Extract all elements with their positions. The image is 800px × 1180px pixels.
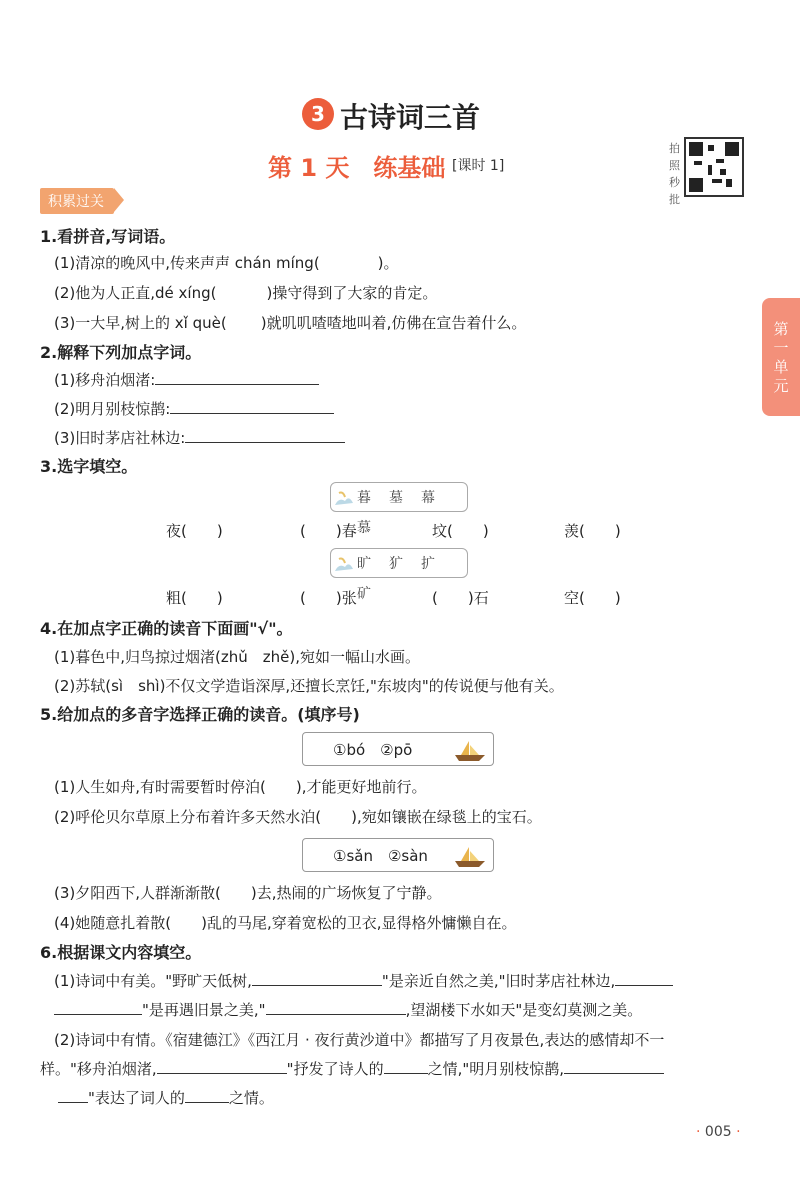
q1-item-2: [54, 282, 437, 303]
q3-row1-item-3[interactable]: 坟( ): [432, 522, 489, 540]
q1-item-1: [54, 252, 399, 273]
section-tag: 积累过关: [40, 188, 114, 214]
q1-answer-1[interactable]: [320, 254, 378, 268]
q5-item-1-post: ),才能更好地前行。: [295, 778, 427, 796]
q1-answer-3[interactable]: [227, 314, 261, 328]
q2-item-2-text: (2)明月别枝惊鹊:: [54, 400, 171, 418]
q6-blank-1[interactable]: [252, 971, 382, 986]
unit-tab[interactable]: [762, 298, 800, 416]
page-dot-right: ·: [736, 1124, 741, 1140]
q2-item-1: [54, 369, 319, 390]
q3-row1-item-4[interactable]: 羡( ): [564, 522, 621, 540]
q6-p2-l2a: 样。"移舟泊烟渚,: [40, 1060, 157, 1078]
q5-pinyin-box-1-text: ①bó ②pō: [333, 741, 413, 759]
q1-item-2-post: )操守得到了大家的肯定。: [266, 284, 438, 302]
q5-pinyin-box-2-text: ①sǎn ②sàn: [333, 847, 428, 865]
q5-item-4: [54, 912, 517, 933]
q2-answer-1[interactable]: [155, 370, 319, 385]
page-dot-left: ·: [696, 1124, 701, 1140]
q5-item-4-pre: (4)她随意扎着散(: [54, 914, 172, 932]
q2-title-text: 2.解释下列加点字词。: [40, 343, 202, 362]
q5-title-text: 5.给加点的多音字选择正确的读音。(填序号): [40, 705, 360, 724]
q2-item-3-text: (3)旧时茅店社林边:: [54, 429, 186, 447]
q6-p2-l2c: 之情,"明月别枝惊鹊,: [427, 1060, 565, 1078]
day-title: 第 1 天 练基础: [268, 154, 446, 182]
q5-item-2-pre: (2)呼伦贝尔草原上分布着许多天然水泊(: [54, 808, 322, 826]
cloud-moon-icon: [333, 489, 355, 509]
q4-item-2[interactable]: (2)苏轼(sì shì)不仅文学造诣深厚,还擅长烹饪,"东坡肉"的传说便与他有关。: [54, 677, 564, 695]
q6-blank-5[interactable]: [384, 1059, 428, 1074]
qr-code-icon[interactable]: [684, 137, 744, 197]
q5-answer-1[interactable]: [266, 778, 296, 792]
q6-p2-l3b: 之情。: [228, 1089, 274, 1107]
q6-p2-line1: (2)诗词中有情。《宿建德江》《西江月 · 夜行黄沙道中》都描写了月夜景色,表达的感情却不一: [54, 1031, 665, 1049]
q3-char-box-2: [330, 548, 468, 602]
q1-item-3: [54, 312, 526, 333]
q5-item-2: [54, 806, 542, 827]
q2-item-2: [54, 398, 334, 419]
q3-row2-item-2[interactable]: ( )张: [300, 589, 357, 607]
q6-blank-7[interactable]: [185, 1088, 229, 1103]
q3-row1-item-1[interactable]: 夜( ): [166, 522, 223, 540]
q6-p1-l1a: (1)诗词中有美。"野旷天低树,: [54, 972, 252, 990]
q5-item-1: [54, 776, 427, 797]
q6-p1-line1: [54, 970, 673, 991]
q6-p1-line2: [54, 999, 642, 1020]
q1-item-1-post: )。: [377, 254, 399, 272]
boat-icon: [453, 737, 487, 763]
q3-row2-item-3[interactable]: ( )石: [432, 589, 489, 607]
q3-row2-item-1[interactable]: 粗( ): [166, 589, 223, 607]
unit-tab-label: 第一单元: [773, 320, 789, 395]
lesson-number-badge: 3: [302, 98, 334, 130]
q6-blank-2a[interactable]: [615, 971, 673, 986]
q3-char-box-1: [330, 482, 468, 536]
q5-item-3-pre: (3)夕阳西下,人群渐渐散(: [54, 884, 221, 902]
q1-answer-2[interactable]: [216, 284, 266, 298]
q5-item-3-post: )去,热闹的广场恢复了宁静。: [250, 884, 442, 902]
lesson-title: 古诗词三首: [340, 101, 481, 134]
period-label: [课时 1]: [452, 158, 505, 174]
q6-p2-line2: [40, 1058, 664, 1079]
q4-title-text: 4.在加点字正确的读音下面画"√"。: [40, 619, 293, 638]
page-number: [696, 1124, 741, 1140]
q6-blank-3[interactable]: [266, 1000, 406, 1015]
q6-p1-l2b: ,望湖楼下水如天"是变幻莫测之美。: [405, 1001, 643, 1019]
q1-item-1-pre: (1)清凉的晚风中,传来声声 chán míng(: [54, 254, 320, 272]
q5-item-3: [54, 882, 442, 903]
page-number-text: 005: [704, 1124, 732, 1140]
q3-row1-item-2[interactable]: ( )春: [300, 522, 357, 540]
q6-p2-l2b: "抒发了诗人的: [286, 1060, 384, 1078]
q3-title-text: 3.选字填空。: [40, 457, 138, 476]
q6-title: [40, 940, 201, 963]
q5-answer-3[interactable]: [221, 884, 251, 898]
q4-item-1[interactable]: (1)暮色中,归鸟掠过烟渚(zhǔ zhě),宛如一幅山水画。: [54, 648, 420, 666]
boat-icon: [453, 843, 487, 869]
q2-answer-2[interactable]: [170, 399, 334, 414]
q1-title-text: 1.看拼音,写词语。: [40, 227, 176, 246]
q6-blank-6b[interactable]: [58, 1088, 88, 1103]
q3-title: [40, 454, 137, 477]
q2-item-1-text: (1)移舟泊烟渚:: [54, 371, 156, 389]
q6-p2-line3: [58, 1087, 274, 1108]
q1-item-2-pre: (2)他为人正直,dé xíng(: [54, 284, 217, 302]
q6-p1-l1b: "是亲近自然之美,"旧时茅店社林边,: [381, 972, 616, 990]
q3-row2-item-4[interactable]: 空( ): [564, 589, 621, 607]
q1-title: [40, 224, 175, 247]
qr-label: 拍照秒批: [669, 142, 680, 206]
q6-blank-2b[interactable]: [54, 1000, 142, 1015]
q2-answer-3[interactable]: [185, 428, 345, 443]
q5-item-2-post: ),宛如镶嵌在绿毯上的宝石。: [351, 808, 542, 826]
q5-pinyin-box-2: [302, 838, 494, 872]
q2-title: [40, 340, 201, 363]
q5-item-1-pre: (1)人生如舟,有时需要暂时停泊(: [54, 778, 266, 796]
q1-item-3-pre: (3)一大早,树上的 xǐ què(: [54, 314, 227, 332]
q5-answer-4[interactable]: [171, 914, 201, 928]
q1-item-3-post: )就叽叽喳喳地叫着,仿佛在宣告着什么。: [260, 314, 527, 332]
q6-p1-l2a: "是再遇旧景之美,": [142, 1001, 266, 1019]
q5-pinyin-box-1: [302, 732, 494, 766]
q6-p2-l3a: "表达了词人的: [88, 1089, 185, 1107]
q5-title: [40, 702, 360, 725]
q6-blank-4[interactable]: [157, 1059, 287, 1074]
q3-char-box-1-text: 暮 墓 幕 慕: [357, 490, 453, 536]
cloud-moon-icon: [333, 555, 355, 575]
q5-answer-2[interactable]: [321, 808, 351, 822]
q3-char-box-2-text: 旷 犷 扩 矿: [357, 556, 453, 602]
q4-title: [40, 616, 293, 639]
q6-title-text: 6.根据课文内容填空。: [40, 943, 202, 962]
q5-item-4-post: )乱的马尾,穿着宽松的卫衣,显得格外慵懒自在。: [201, 914, 517, 932]
q2-item-3: [54, 427, 345, 448]
q6-blank-6a[interactable]: [564, 1059, 664, 1074]
